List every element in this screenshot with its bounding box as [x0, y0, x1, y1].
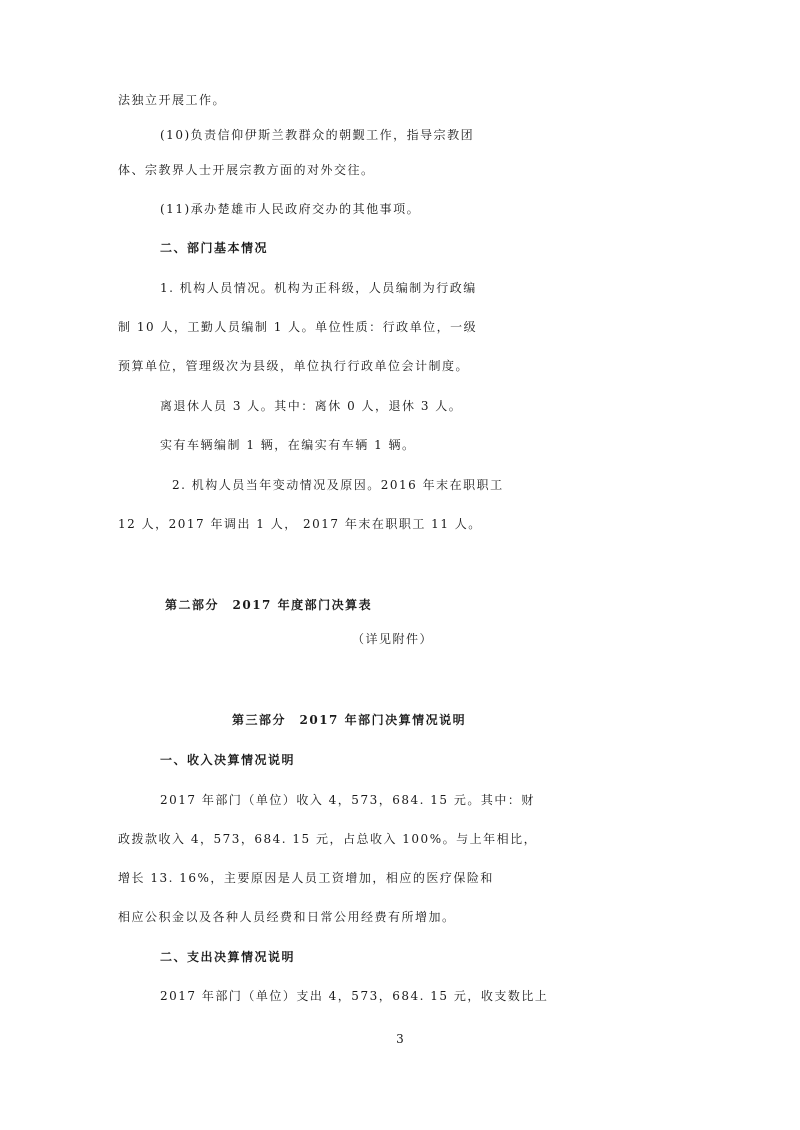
paragraph-line: 2. 机构人员当年变动情况及原因。2016 年末在职职工 — [172, 478, 504, 492]
paragraph-line: 法独立开展工作。 — [118, 93, 227, 107]
paragraph-line: 2017 年部门（单位）收入 4，573，684. 15 元。其中：财 — [160, 793, 535, 807]
paragraph-line: (11)承办楚雄市人民政府交办的其他事项。 — [160, 202, 421, 216]
paragraph-line: 12 人，2017 年调出 1 人， 2017 年末在职职工 11 人。 — [118, 517, 482, 531]
paragraph-line: 政拨款收入 4，573，684. 15 元，占总收入 100%。与上年相比， — [118, 832, 538, 846]
paragraph-line: 离退休人员 3 人。其中：离休 0 人，退休 3 人。 — [160, 399, 463, 413]
part-subheading: （详见附件） — [352, 632, 434, 646]
section-heading: 二、部门基本情况 — [160, 241, 269, 255]
paragraph-line: 实有车辆编制 1 辆，在编实有车辆 1 辆。 — [160, 438, 416, 452]
paragraph-line: 制 10 人，工勤人员编制 1 人。单位性质：行政单位，一级 — [118, 320, 478, 334]
part-heading: 第三部分 2017 年部门决算情况说明 — [232, 713, 467, 727]
section-heading: 一、收入决算情况说明 — [160, 753, 296, 767]
paragraph-line: 2017 年部门（单位）支出 4，573，684. 15 元，收支数比上 — [160, 989, 549, 1003]
paragraph-line: (10)负责信仰伊斯兰教群众的朝觐工作，指导宗教团 — [160, 128, 475, 142]
paragraph-line: 增长 13. 16%，主要原因是人员工资增加，相应的医疗保险和 — [118, 871, 494, 885]
part-heading: 第二部分 2017 年度部门决算表 — [165, 598, 373, 612]
page-number: 3 — [396, 1032, 404, 1046]
paragraph-line: 相应公积金以及各种人员经费和日常公用经费有所增加。 — [118, 910, 456, 924]
paragraph-line: 预算单位，管理级次为县级，单位执行行政单位会计制度。 — [118, 359, 470, 373]
section-heading: 二、支出决算情况说明 — [160, 950, 296, 964]
paragraph-line: 体、宗教界人士开展宗教方面的对外交往。 — [118, 163, 375, 177]
paragraph-line: 1. 机构人员情况。机构为正科级，人员编制为行政编 — [160, 281, 477, 295]
